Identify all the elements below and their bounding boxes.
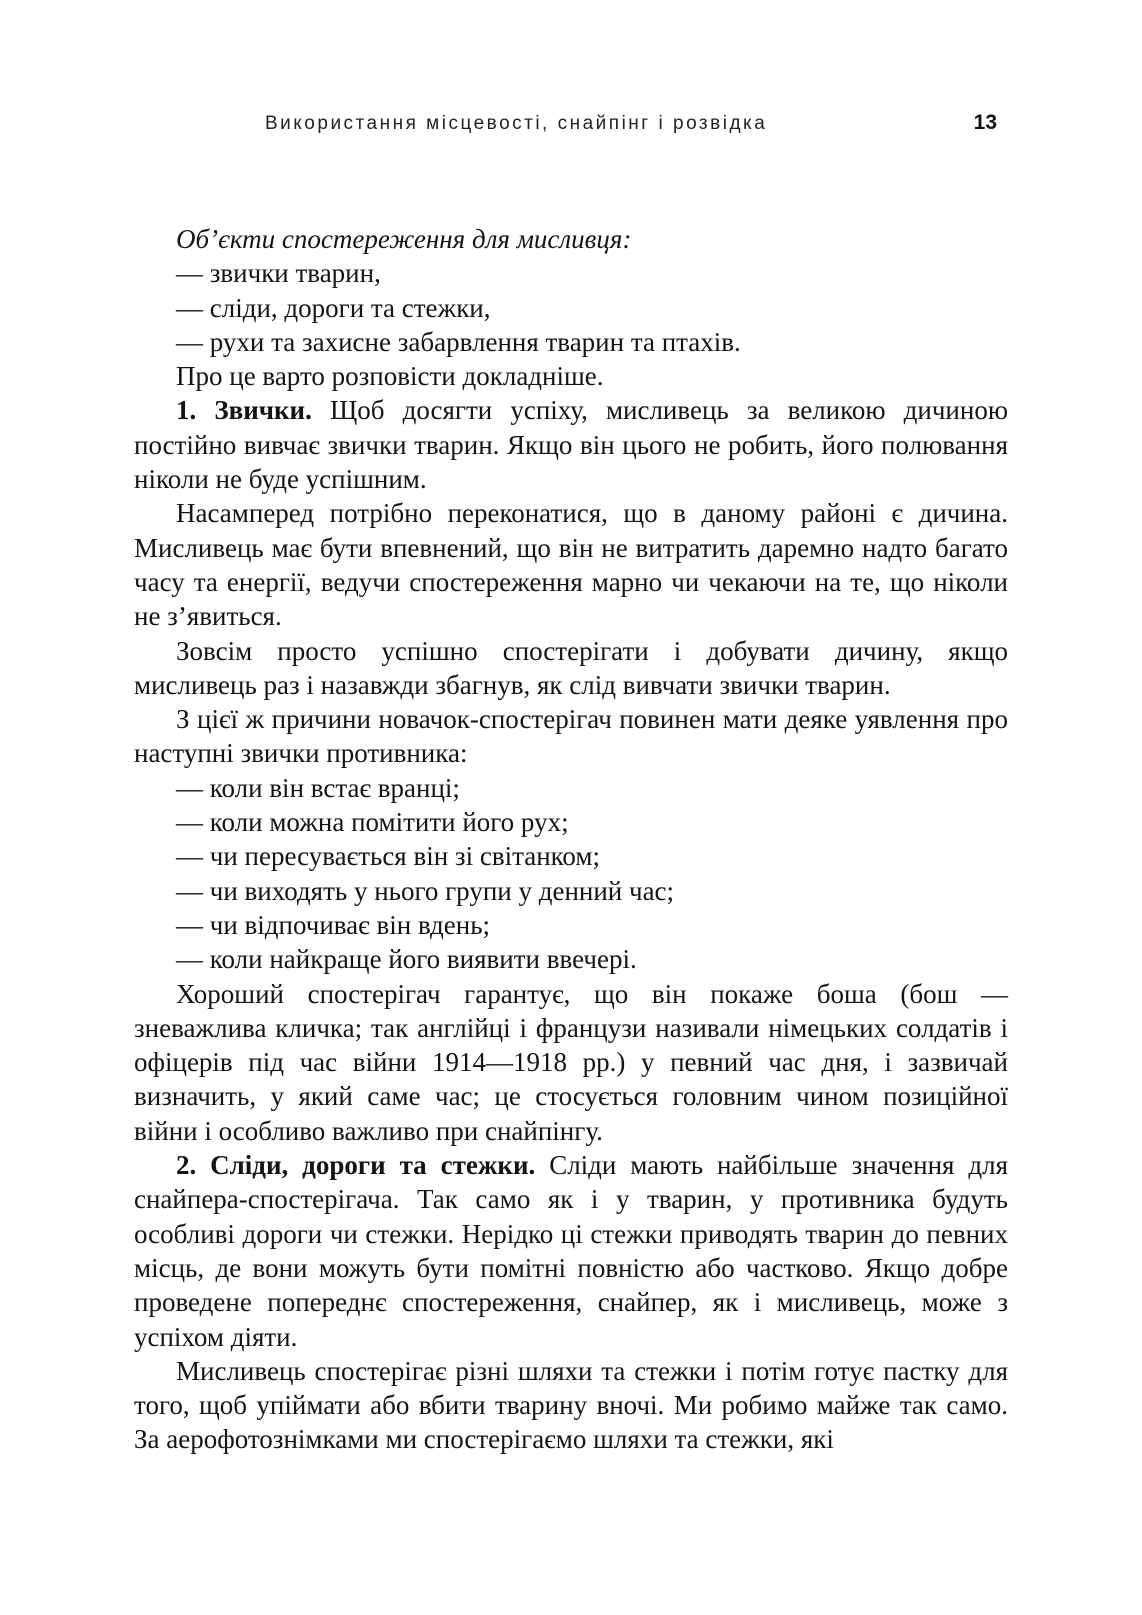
paragraph: Хороший спостерігач гарантує, що він покаже боша (бош — зневажлива кличка; так англійці і французи називали німецьких солдатів і офіцерів під час війни 1914—1918 рр.) у певний час дня, і зазвичай визначить, у який саме час; це стосується головним чином позиційної війни і особливо важливо при снайпінгу. [134,978,1008,1146]
section-2-text: Сліди мають найбільше значення для снайпера-спостерігача. Так само як і у тварин, у противника будуть особливі дороги чи стежки. Нерідко ці стежки приводять тварин до певних місць, де вони можуть бути помітні повністю або частково. Якщо добре проведене попереднє спостереження, снайпер, як і мисливець, може з успіхом діяти. [134,1150,1009,1352]
list-item: — чи виходять у нього групи у денний час; [176,875,675,906]
section-1-paragraph [134,393,1008,496]
paragraph: Насамперед потрібно переконатися, що в даному районі є дичина. Мисливець має бути впевнений, що він не витратить даремно надто багато часу та енергії, ведучи спостереження марно чи чекаючи на те, що ніколи не з’явиться. [134,498,1008,632]
section-1-heading: 1. Звички. [176,395,312,426]
list-item: — коли можна помітити його рух; [176,807,569,838]
running-head: Використання місцевості, снайпінг і розвідка [265,113,768,134]
paragraph: З цієї ж причини новачок-спостерігач повинен мати деяке уявлення про наступні звички противника: [134,704,1008,769]
list-item: — рухи та захисне забарвлення тварин та птахів. [176,326,741,357]
paragraph: Про це варто розповісти докладніше. [176,361,604,392]
paragraph: Зовсім просто успішно спостерігати і добувати дичину, якщо мисливець раз і назавжди збагнув, як слід вивчати звички тварин. [134,635,1008,700]
section-2-paragraph [134,1148,1008,1354]
list-item: — коли він встає вранці; [176,772,460,803]
list-item: — коли найкраще його виявити ввечері. [176,944,637,975]
section-2-heading: 2. Сліди, дороги та стежки. [176,1150,536,1181]
section-1-text: Щоб досягти успіху, мисливець за великою дичиною постійно вивчає звички тварин. Якщо він цього не робить, його полювання ніколи не буде успішним. [134,395,1009,495]
list-item: — чи відпочиває він вдень; [176,909,491,940]
list-item: — сліди, дороги та стежки, [176,292,491,323]
page-number: 13 [973,111,997,134]
body-text [134,222,1008,1457]
list-item: — звички тварин, [176,258,381,289]
list-item: — чи пересувається він зі світанком; [176,841,600,872]
intro-line: Об’єкти спостереження для мисливця: [176,224,632,254]
paragraph: Мисливець спостерігає різні шляхи та стежки і потім готує пастку для того, щоб упіймати або вбити тварину вночі. Ми робимо майже так само. За аерофотознімками ми спостерігаємо шляхи та стежки, які [134,1355,1008,1455]
